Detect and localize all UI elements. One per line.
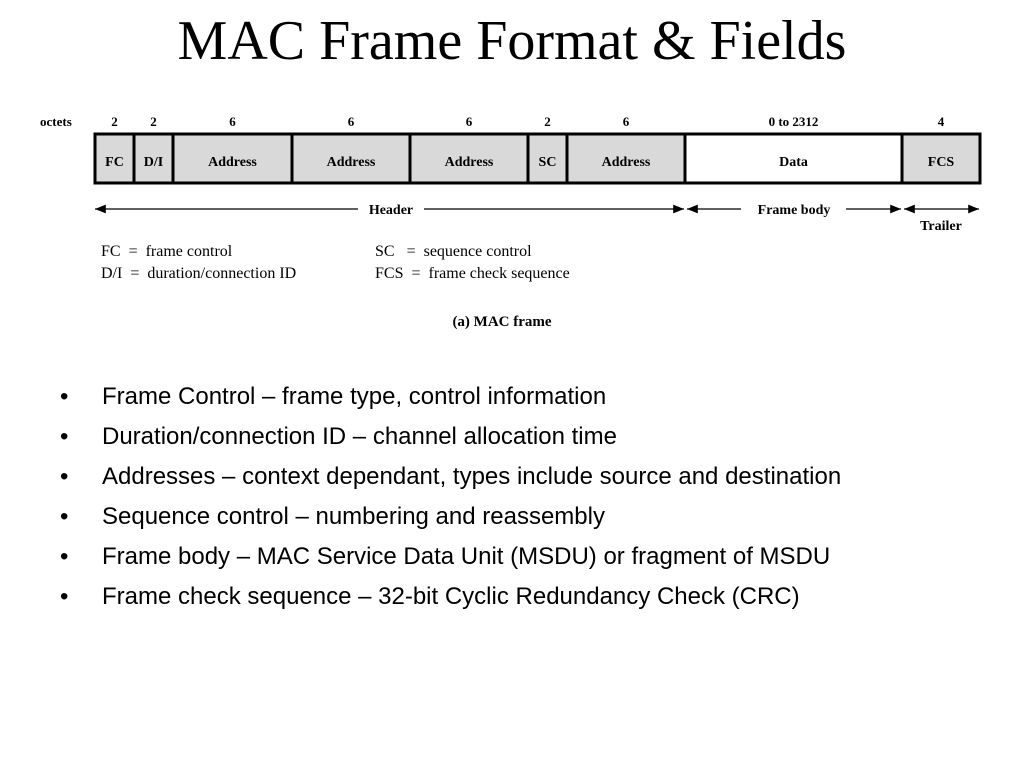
field-cell-address-4: [410, 134, 528, 183]
field-label: Data: [779, 155, 808, 170]
bullet-item: • Frame Control – frame type, control information: [60, 380, 990, 414]
field-label: Address: [444, 155, 494, 170]
field-label: Address: [208, 155, 257, 170]
bullet-item: • Frame check sequence – 32-bit Cyclic Redundancy Check (CRC): [60, 580, 990, 614]
bullet-item: • Addresses – context dependant, types include source and destination: [60, 460, 990, 494]
field-label: SC: [538, 155, 557, 170]
field-cell-fc-0: [95, 134, 134, 183]
field-cell-d-i-1: [134, 134, 173, 183]
octet-count: 6: [229, 114, 236, 129]
octet-count: 6: [465, 114, 473, 129]
bullet-list: [60, 380, 990, 620]
octet-count: 4: [937, 114, 945, 129]
octet-size-row: [111, 114, 945, 129]
diagram-caption: (a) MAC frame: [452, 314, 552, 330]
field-cell-address-3: [292, 134, 410, 183]
octet-count: 2: [111, 114, 118, 129]
field-label: FC: [105, 155, 124, 170]
bullet-item: • Duration/connection ID – channel allocation time: [60, 420, 990, 454]
field-cell-fcs-8: [902, 134, 980, 183]
octets-label: octets: [40, 114, 72, 129]
field-label: Address: [326, 155, 376, 170]
octet-count: 2: [544, 114, 551, 129]
legend-fc: FC = frame control: [101, 243, 233, 260]
octet-count: 6: [347, 114, 355, 129]
header-span-label: Header: [368, 203, 414, 218]
octet-count: 2: [150, 114, 157, 129]
field-cell-address-2: [173, 134, 292, 183]
field-label: FCS: [927, 155, 955, 170]
field-label: D/I: [143, 155, 164, 170]
bullet-item: • Frame body – MAC Service Data Unit (MSDU) or fragment of MSDU: [60, 540, 990, 574]
field-cell-address-6: [567, 134, 685, 183]
frame-field-row: [95, 134, 980, 183]
slide-title: MAC Frame Format & Fields: [177, 10, 847, 72]
mac-frame-diagram: [0, 0, 1024, 360]
frame-body-span-label: Frame body: [757, 203, 831, 218]
legend-di: D/I = duration/connection ID: [101, 265, 297, 282]
bullet-item: • Sequence control – numbering and reassembly: [60, 500, 990, 534]
octet-count: 6: [622, 114, 630, 129]
field-label: Address: [601, 155, 651, 170]
trailer-span-label: Trailer: [920, 219, 962, 234]
legend-sc: SC = sequence control: [375, 243, 532, 260]
field-cell-sc-5: [528, 134, 567, 183]
octet-count: 0 to 2312: [768, 114, 819, 129]
field-cell-data-7: [685, 134, 902, 183]
legend-fcs: FCS = frame check sequence: [375, 265, 570, 282]
